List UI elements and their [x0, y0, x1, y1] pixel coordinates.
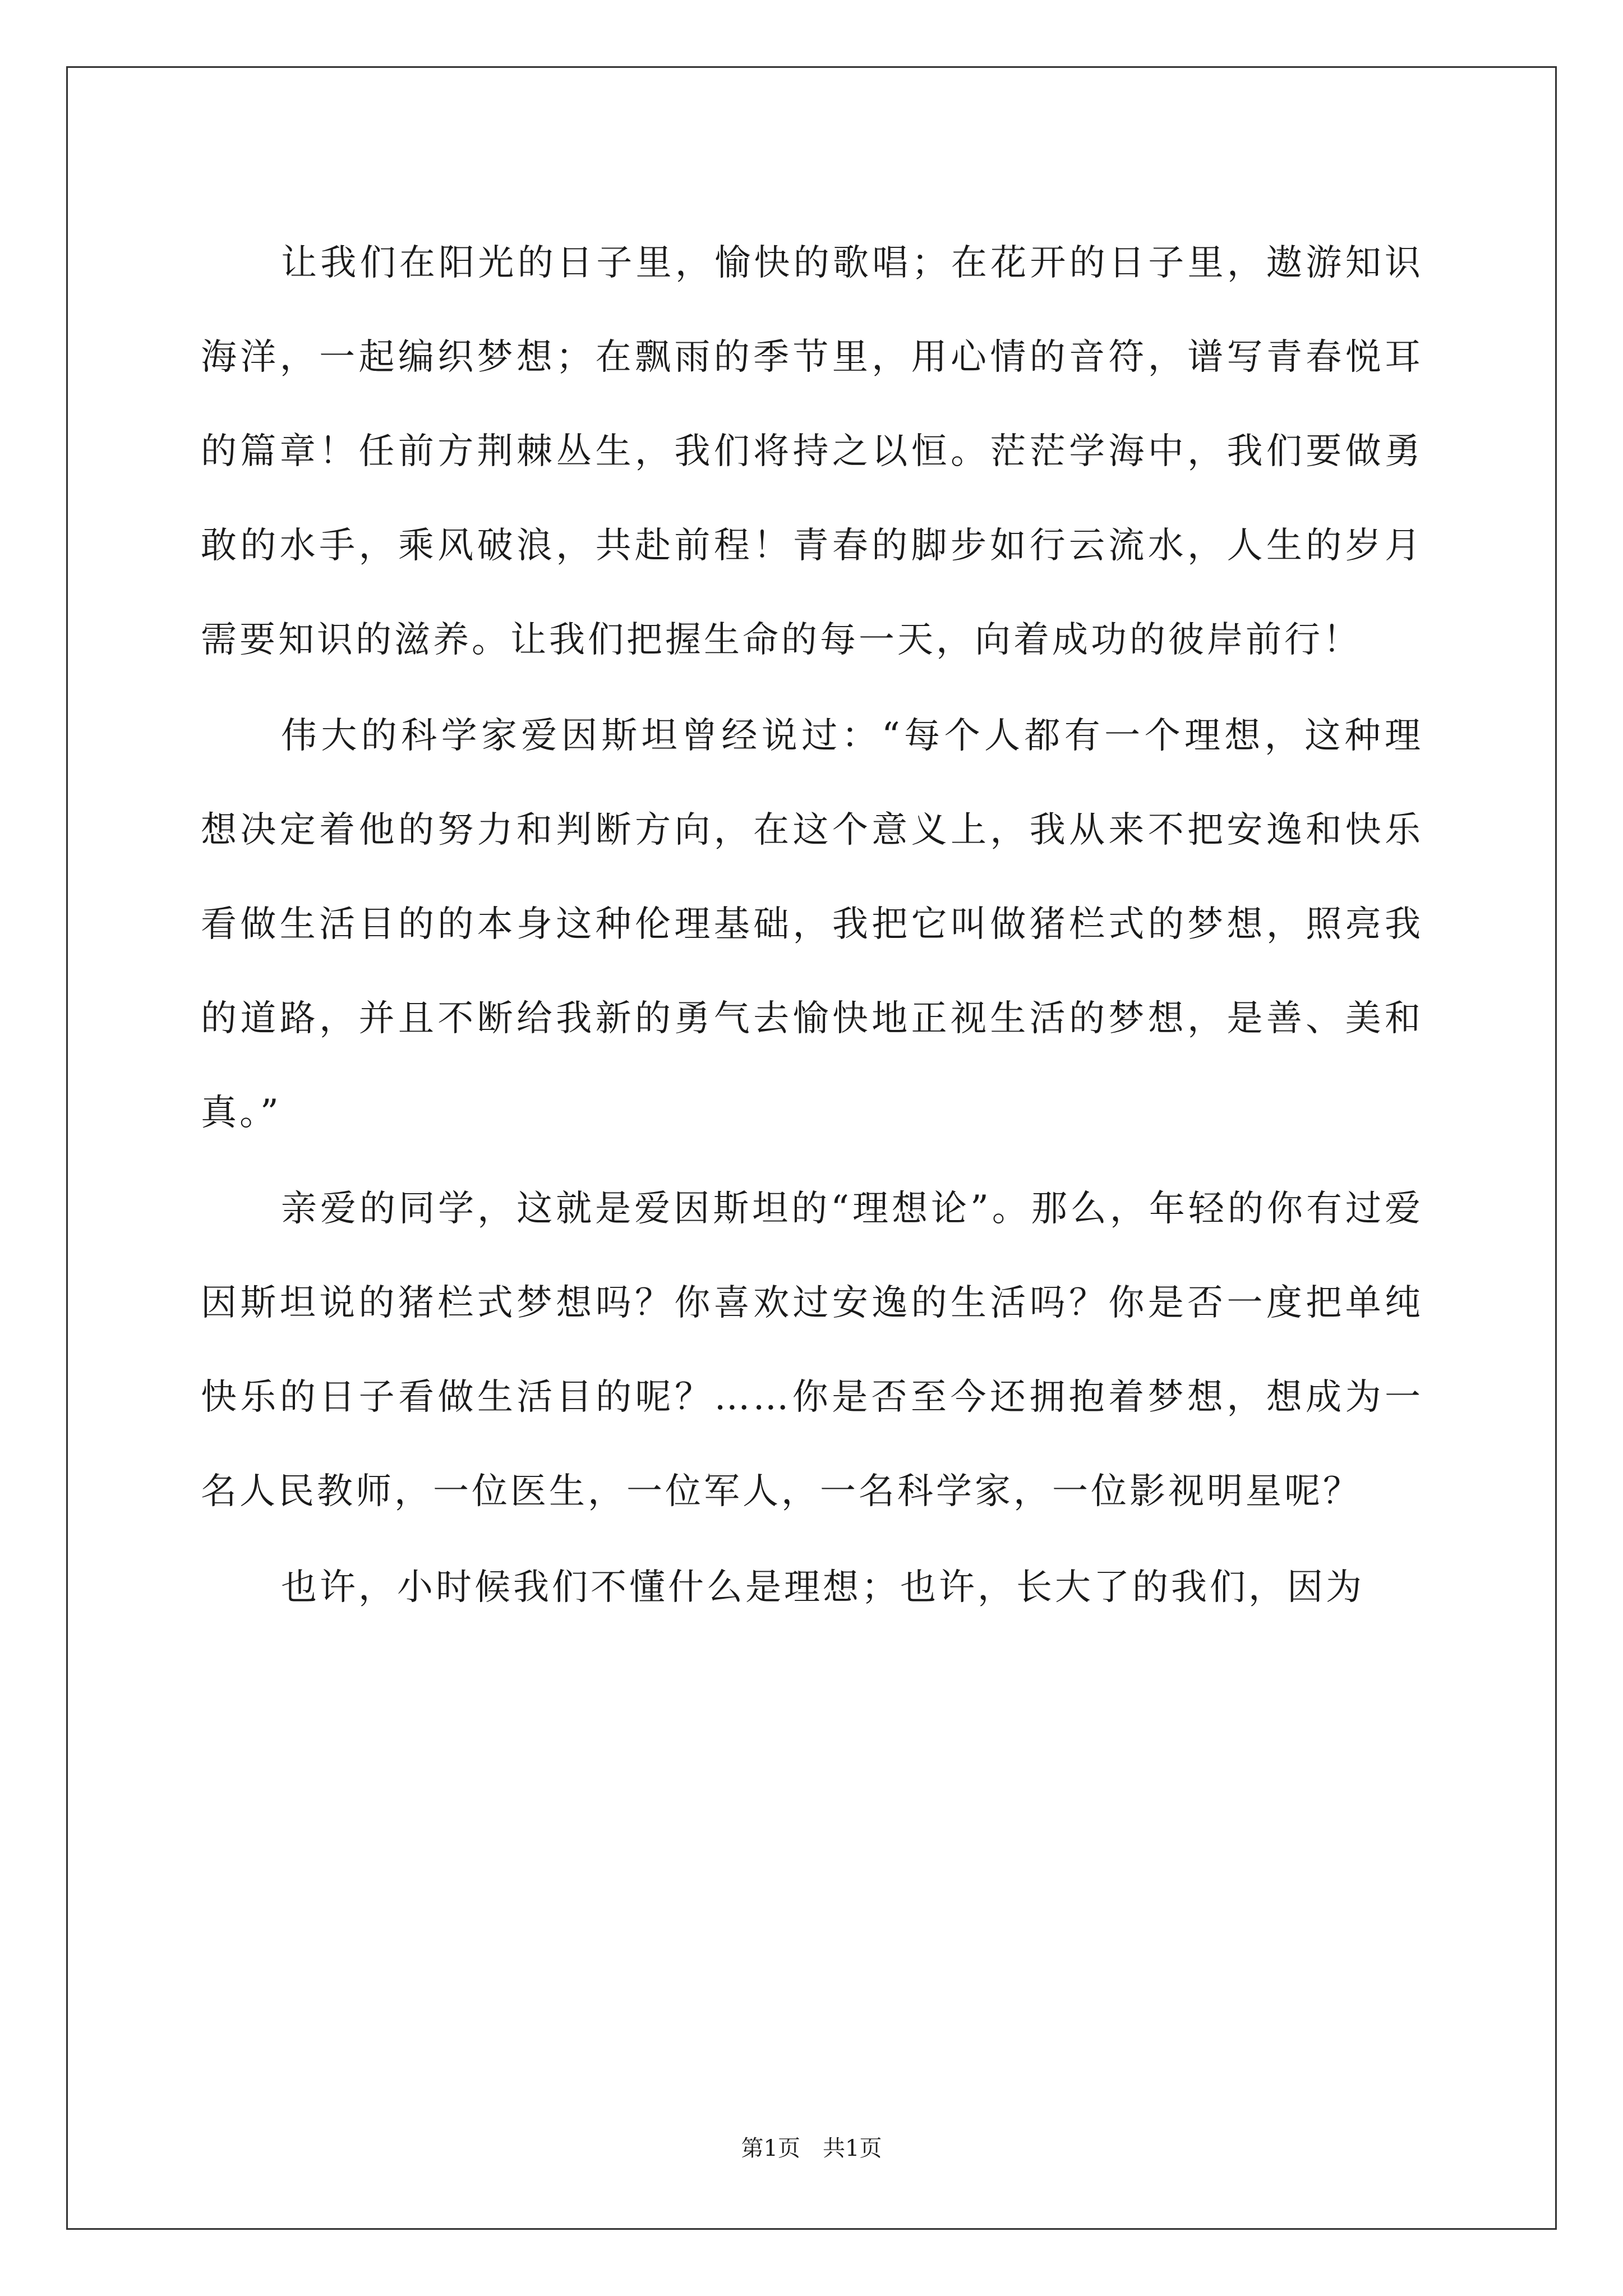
paragraph: 也许，小时候我们不懂什么是理想；也许，长大了的我们，因为: [281, 1567, 1364, 1608]
document-body: [201, 216, 1423, 1636]
paragraph: 让我们在阳光的日子里，愉快的歌唱；在花开的日子里，遨游知识海洋，一起编织梦想；在飘雨的季节里，用心情的音符，谱写青春悦耳的篇章！任前方荆棘丛生，我们将持之以恒。茫茫学海中，我们要做勇敢的水手，乘风破浪，共赴前程！青春的脚步如行云流水，人生的岁月需要知识的滋养。让我们把握生命的每一天，向着成功的彼岸前行！: [201, 242, 1423, 661]
page-footer: [0, 2132, 1623, 2165]
paragraph: 伟大的科学家爱因斯坦曾经说过：“每个人都有一个理想，这种理想决定着他的努力和判断方向，在这个意义上，我从来不把安逸和快乐看做生活目的的本身这种伦理基础，我把它叫做猪栏式的梦想，照亮我的道路，并且不断给我新的勇气去愉快地正视生活的梦想，是善、美和真。”: [201, 715, 1423, 1134]
paragraph: 亲爱的同学，这就是爱因斯坦的“理想论”。那么，年轻的你有过爱因斯坦说的猪栏式梦想吗？你喜欢过安逸的生活吗？你是否一度把单纯快乐的日子看做生活目的呢？……你是否至今还拥抱着梦想，想成为一名人民教师，一位医生，一位军人，一名科学家，一位影视明星呢？: [201, 1188, 1423, 1512]
page-number: 第1页: [741, 2136, 800, 2161]
page-total: 共1页: [823, 2136, 882, 2161]
